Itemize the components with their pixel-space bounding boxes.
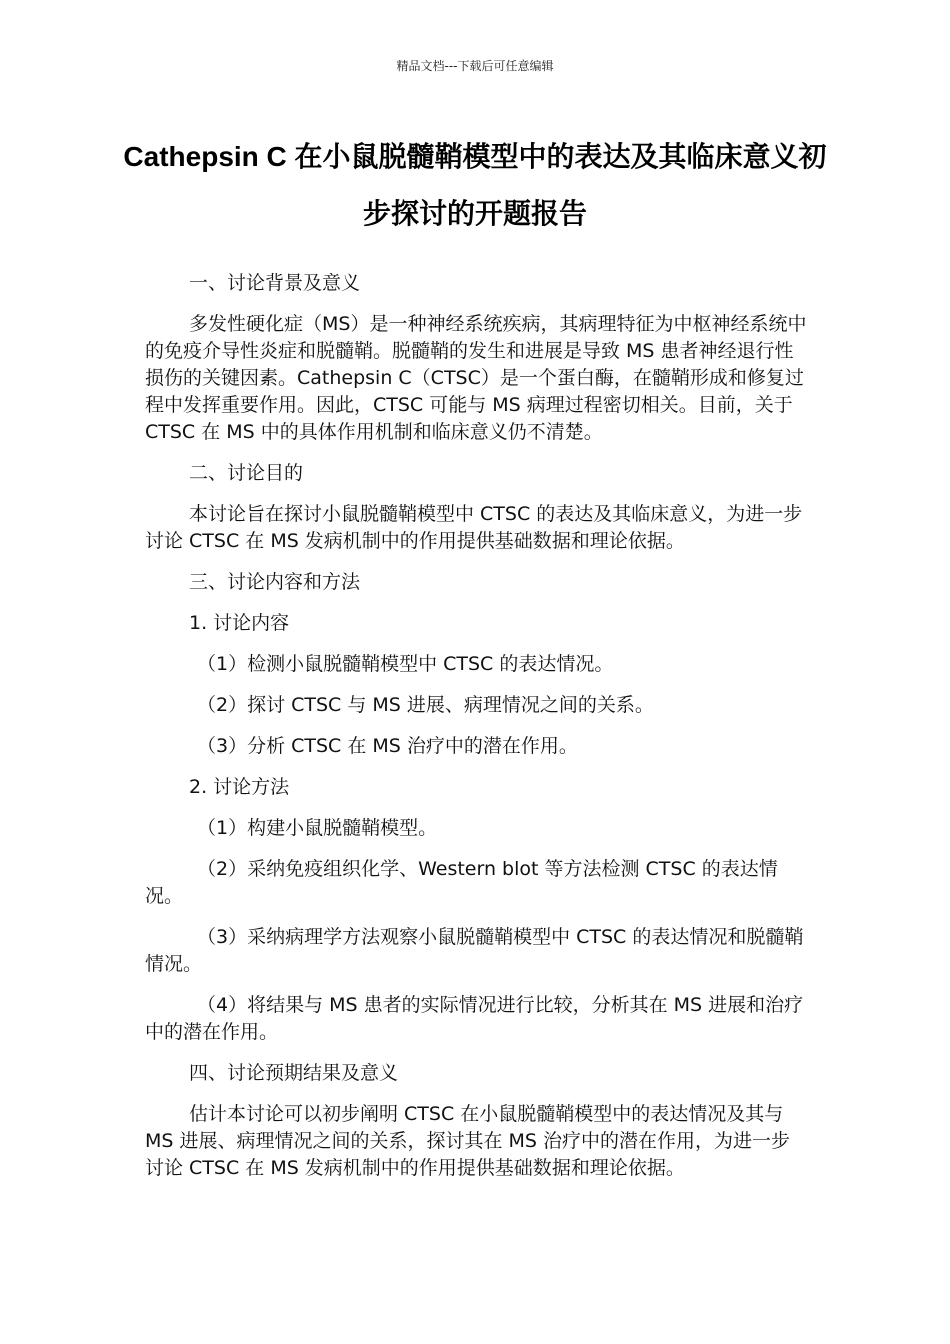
- method-item-2: （2）采纳免疫组织化学、Western blot 等方法检测 CTSC 的表达情况。: [145, 858, 778, 907]
- paragraph-expected-results: 估计本讨论可以初步阐明 CTSC 在小鼠脱髓鞘模型中的表达情况及其与 MS 进展、病理情况之间的关系，探讨其在 MS 治疗中的潜在作用，为进一步讨论 CTSC 在 MS 发病机制中的作用提供基础数据和理论依据。: [145, 1103, 791, 1179]
- method-item-4: （4）将结果与 MS 患者的实际情况进行比较，分析其在 MS 进展和治疗中的潜在作用。: [145, 994, 804, 1043]
- subheading-content: 1. 讨论内容: [189, 612, 290, 634]
- paragraph-purpose: 本讨论旨在探讨小鼠脱髓鞘模型中 CTSC 的表达及其临床意义，为进一步讨论 CTSC 在 MS 发病机制中的作用提供基础数据和理论依据。: [145, 503, 803, 552]
- section-heading-background: 一、讨论背景及意义: [189, 272, 361, 294]
- method-item-1: （1）构建小鼠脱髓鞘模型。: [197, 817, 438, 839]
- document-title: Cathepsin C 在小鼠脱髓鞘模型中的表达及其临床意义初步探讨的开题报告: [123, 141, 827, 229]
- section-heading-expected-results: 四、讨论预期结果及意义: [189, 1062, 399, 1084]
- document-body: [145, 270, 807, 1196]
- header-note: 精品文档---下载后可任意编辑: [396, 59, 554, 73]
- subheading-methods: 2. 讨论方法: [189, 776, 290, 798]
- section-heading-content-methods: 三、讨论内容和方法: [189, 571, 361, 593]
- content-item-3: （3）分析 CTSC 在 MS 治疗中的潜在作用。: [197, 735, 578, 757]
- content-item-2: （2）探讨 CTSC 与 MS 进展、病理情况之间的关系。: [197, 694, 654, 716]
- section-heading-purpose: 二、讨论目的: [189, 462, 304, 484]
- content-item-1: （1）检测小鼠脱髓鞘模型中 CTSC 的表达情况。: [197, 653, 614, 675]
- paragraph-background: 多发性硬化症（MS）是一种神经系统疾病，其病理特征为中枢神经系统中的免疫介导性炎症和脱髓鞘。脱髓鞘的发生和进展是导致 MS 患者神经退行性损伤的关键因素。Cathepsin C（CTSC）是一个蛋白酶，在髓鞘形成和修复过程中发挥重要作用。因此，CTSC 可能与 MS 病理过程密切相关。目前，关于 CTSC 在 MS 中的具体作用机制和临床意义仍不清楚。: [145, 313, 807, 443]
- method-item-3: （3）采纳病理学方法观察小鼠脱髓鞘模型中 CTSC 的表达情况和脱髓鞘情况。: [145, 926, 804, 975]
